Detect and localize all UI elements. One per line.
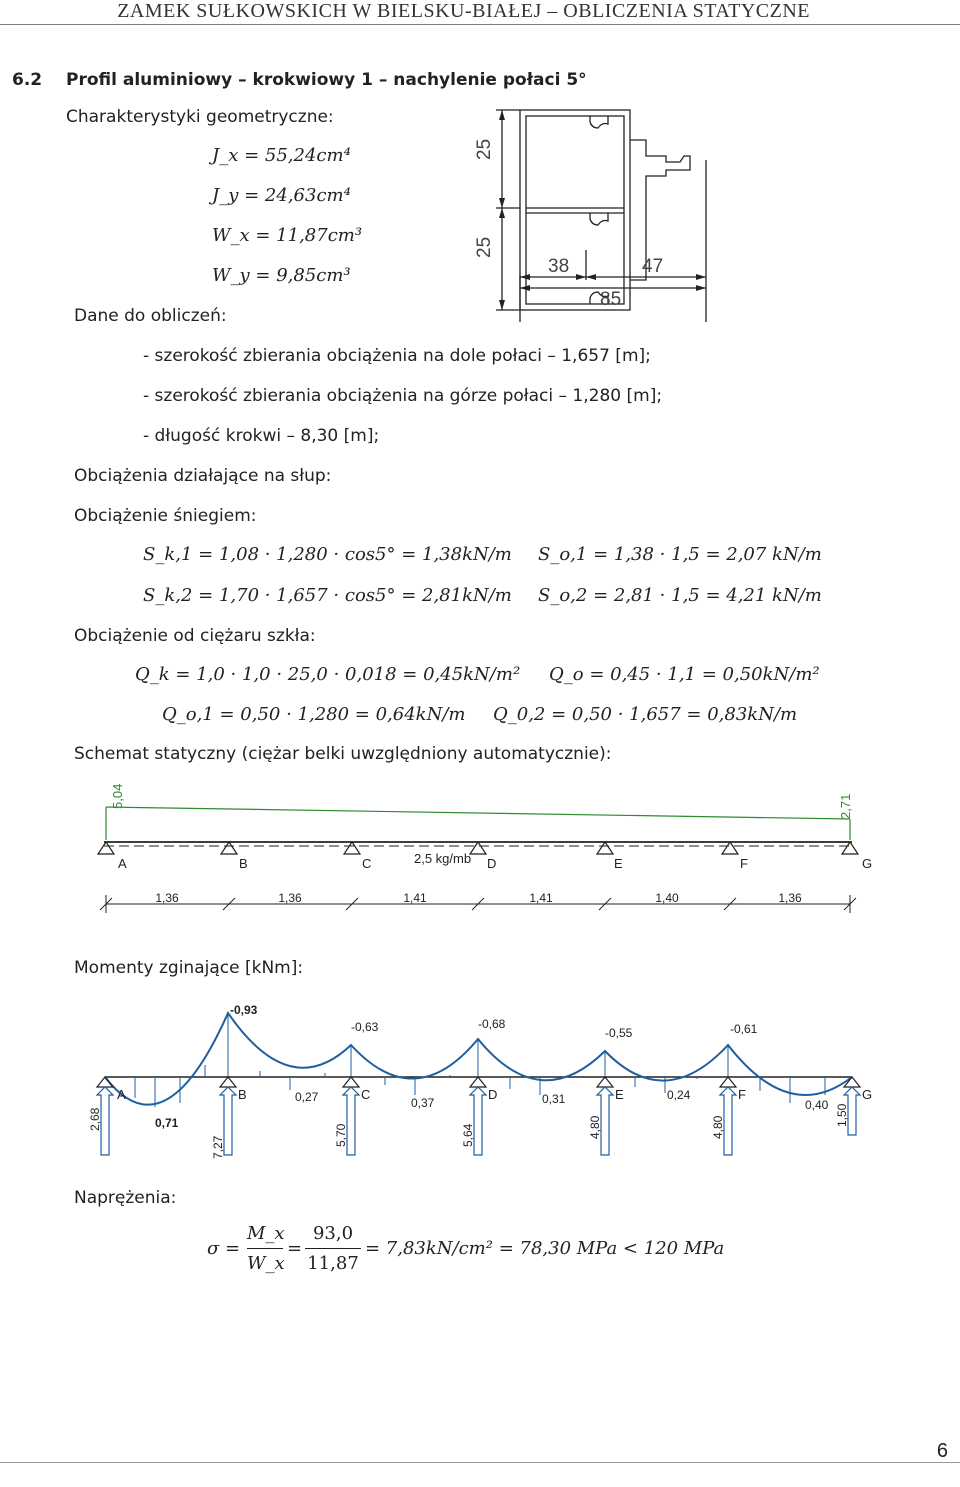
page-header bbox=[0, 0, 960, 25]
section-title: Profil aluminiowy – krokwiowy 1 – nachylenie połaci 5° bbox=[66, 70, 587, 90]
fraction-den-value: 11,87 bbox=[307, 1253, 359, 1274]
so1-formula: S_o,1 = 1,38 · 1,5 = 2,07 kN/m bbox=[538, 544, 822, 565]
support-moment-f: -0,61 bbox=[730, 1022, 758, 1036]
sk2-formula: S_k,2 = 1,70 · 1,657 · cos5° = 2,81kN/m bbox=[143, 585, 512, 606]
fraction-num-value: 93,0 bbox=[312, 1223, 354, 1244]
bending-moment-diagram bbox=[85, 995, 885, 1165]
glass-label: Obciążenie od ciężaru szkła: bbox=[74, 626, 316, 646]
reaction-f: 4,80 bbox=[711, 1115, 725, 1139]
fraction-bar-1 bbox=[247, 1248, 283, 1249]
dim-top-label: 25 bbox=[474, 138, 495, 160]
section-number: 6.2 bbox=[12, 70, 43, 90]
so2-formula: S_o,2 = 2,81 · 1,5 = 4,21 kN/m bbox=[538, 585, 822, 606]
moment-support-a: A bbox=[117, 1087, 126, 1102]
support-label-a: A bbox=[118, 856, 127, 871]
footer-rule bbox=[0, 1462, 960, 1463]
page-number: 6 bbox=[936, 1440, 948, 1462]
dim-bottom-label: 25 bbox=[474, 236, 495, 258]
moment-support-b: B bbox=[238, 1087, 247, 1102]
wy-formula: W_y = 9,85cm³ bbox=[212, 265, 351, 286]
profile-cross-section-drawing bbox=[470, 100, 720, 322]
moments-label: Momenty zginające [kNm]: bbox=[74, 958, 304, 978]
geometry-label: Charakterystyki geometryczne: bbox=[66, 107, 334, 127]
stress-label: Naprężenia: bbox=[74, 1188, 177, 1208]
sk1-formula: S_k,1 = 1,08 · 1,280 · cos5° = 1,38kN/m bbox=[143, 544, 512, 565]
static-scheme-diagram bbox=[90, 775, 890, 920]
fraction-den-symbol: W_x bbox=[247, 1253, 285, 1274]
fraction-num-symbol: M_x bbox=[247, 1223, 285, 1244]
loads-label: Obciążenia działające na słup: bbox=[74, 466, 332, 486]
qo1-formula: Q_o,1 = 0,50 · 1,280 = 0,64kN/m bbox=[162, 704, 466, 725]
sigma-symbol: σ = bbox=[207, 1238, 241, 1259]
span-moment-5: 0,24 bbox=[667, 1088, 691, 1102]
support-label-f: F bbox=[740, 856, 748, 871]
reaction-a: 2,68 bbox=[88, 1107, 102, 1131]
reaction-b: 7,27 bbox=[211, 1135, 225, 1159]
support-label-e: E bbox=[614, 856, 623, 871]
moment-support-c: C bbox=[361, 1087, 371, 1102]
reaction-e: 4,80 bbox=[588, 1115, 602, 1139]
wx-formula: W_x = 11,87cm³ bbox=[212, 225, 363, 246]
span-length-2: 1,36 bbox=[278, 891, 302, 905]
fraction-bar-2 bbox=[305, 1248, 361, 1249]
data-item-2: - szerokość zbierania obciążenia na górze połaci – 1,280 [m]; bbox=[143, 386, 663, 406]
equals-sign: = bbox=[287, 1238, 303, 1259]
header-title: ZAMEK SUŁKOWSKICH W BIELSKU-BIAŁEJ – OBLICZENIA STATYCZNE bbox=[117, 0, 810, 22]
span-moment-1: 0,71 bbox=[155, 1116, 179, 1130]
moment-support-f: F bbox=[738, 1087, 746, 1102]
dim-total-label: 85 bbox=[600, 289, 622, 310]
data-item-3: - długość krokwi – 8,30 [m]; bbox=[143, 426, 380, 446]
scheme-label: Schemat statyczny (ciężar belki uwzględniony automatycznie): bbox=[74, 744, 612, 764]
span-moment-6: 0,40 bbox=[805, 1098, 829, 1112]
qk-formula: Q_k = 1,0 · 1,0 · 25,0 · 0,018 = 0,45kN/m² bbox=[135, 664, 521, 685]
stress-result: = 7,83kN/cm² = 78,30 MPa < 120 MPa bbox=[365, 1238, 725, 1259]
data-label: Dane do obliczeń: bbox=[74, 306, 227, 326]
moment-support-e: E bbox=[615, 1087, 624, 1102]
support-label-g: G bbox=[862, 856, 873, 871]
load-left-value: 5,04 bbox=[110, 783, 125, 809]
qo-formula: Q_o = 0,45 · 1,1 = 0,50kN/m² bbox=[549, 664, 820, 685]
support-label-d: D bbox=[487, 856, 497, 871]
reaction-c: 5,70 bbox=[334, 1123, 348, 1147]
support-moment-e: -0,55 bbox=[605, 1026, 633, 1040]
support-moment-b: -0,93 bbox=[230, 1003, 258, 1017]
dim-right-label: 47 bbox=[642, 256, 664, 277]
reaction-d: 5,64 bbox=[461, 1123, 475, 1147]
snow-label: Obciążenie śniegiem: bbox=[74, 506, 257, 526]
span-moment-2: 0,27 bbox=[295, 1090, 319, 1104]
span-moment-3: 0,37 bbox=[411, 1096, 435, 1110]
support-moment-d: -0,68 bbox=[478, 1017, 506, 1031]
support-moment-c: -0,63 bbox=[351, 1020, 379, 1034]
span-moment-4: 0,31 bbox=[542, 1092, 566, 1106]
span-length-1: 1,36 bbox=[155, 891, 179, 905]
reaction-g: 1,50 bbox=[835, 1103, 849, 1127]
jx-formula: J_x = 55,24cm⁴ bbox=[212, 145, 351, 166]
support-label-b: B bbox=[239, 856, 248, 871]
moment-support-g: G bbox=[862, 1087, 873, 1102]
support-label-c: C bbox=[362, 856, 372, 871]
load-right-value: 2,71 bbox=[838, 793, 853, 819]
qo2-formula: Q_0,2 = 0,50 · 1,657 = 0,83kN/m bbox=[493, 704, 798, 725]
data-item-1: - szerokość zbierania obciążenia na dole połaci – 1,657 [m]; bbox=[143, 346, 651, 366]
jy-formula: J_y = 24,63cm⁴ bbox=[212, 185, 351, 206]
span-length-6: 1,36 bbox=[778, 891, 802, 905]
span-length-5: 1,40 bbox=[655, 891, 679, 905]
moment-support-d: D bbox=[488, 1087, 498, 1102]
dim-left-label: 38 bbox=[548, 256, 570, 277]
span-length-3: 1,41 bbox=[403, 891, 427, 905]
self-weight-label: 2,5 kg/mb bbox=[414, 851, 472, 866]
span-length-4: 1,41 bbox=[529, 891, 553, 905]
